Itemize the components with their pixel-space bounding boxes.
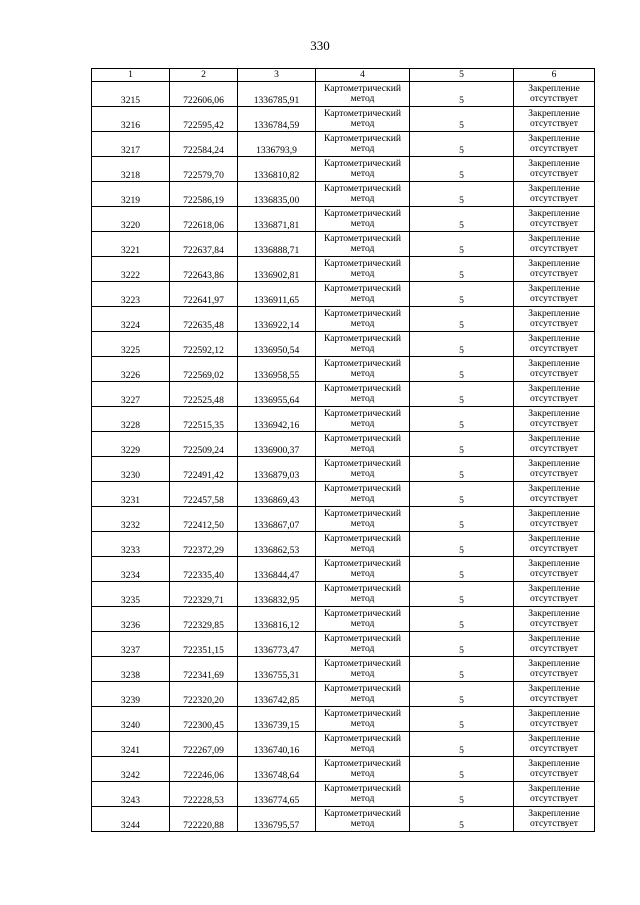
x-coordinate-cell: 722635,48 [170,307,238,332]
marking-cell: Закрепление отсутствует [514,382,595,407]
x-coordinate-cell: 722335,40 [170,557,238,582]
method-cell: Картометрический метод [316,782,410,807]
y-coordinate-cell: 1336774,65 [238,782,316,807]
table-row [92,707,595,732]
marking-cell: Закрепление отсутствует [514,632,595,657]
table-row [92,207,595,232]
y-coordinate-cell: 1336888,71 [238,232,316,257]
marking-cell: Закрепление отсутствует [514,432,595,457]
point-number-cell: 3219 [92,182,170,207]
marking-cell: Закрепление отсутствует [514,182,595,207]
marking-cell: Закрепление отсутствует [514,132,595,157]
accuracy-cell: 5 [410,282,514,307]
table-row [92,632,595,657]
header-cell: 5 [410,69,514,82]
accuracy-cell: 5 [410,207,514,232]
y-coordinate-cell: 1336958,55 [238,357,316,382]
method-cell: Картометрический метод [316,632,410,657]
y-coordinate-cell: 1336911,65 [238,282,316,307]
point-number-cell: 3228 [92,407,170,432]
point-number-cell: 3233 [92,532,170,557]
table-row [92,182,595,207]
point-number-cell: 3223 [92,282,170,307]
point-number-cell: 3230 [92,457,170,482]
point-number-cell: 3224 [92,307,170,332]
y-coordinate-cell: 1336942,16 [238,407,316,432]
table-row [92,282,595,307]
header-cell: 1 [92,69,170,82]
y-coordinate-cell: 1336844,47 [238,557,316,582]
table-row [92,332,595,357]
accuracy-cell: 5 [410,357,514,382]
accuracy-cell: 5 [410,182,514,207]
x-coordinate-cell: 722569,02 [170,357,238,382]
marking-cell: Закрепление отсутствует [514,282,595,307]
x-coordinate-cell: 722228,53 [170,782,238,807]
point-number-cell: 3216 [92,107,170,132]
marking-cell: Закрепление отсутствует [514,157,595,182]
point-number-cell: 3241 [92,732,170,757]
point-number-cell: 3222 [92,257,170,282]
marking-cell: Закрепление отсутствует [514,732,595,757]
method-cell: Картометрический метод [316,107,410,132]
accuracy-cell: 5 [410,407,514,432]
header-cell: 3 [238,69,316,82]
x-coordinate-cell: 722341,69 [170,657,238,682]
table-row [92,132,595,157]
y-coordinate-cell: 1336793,9 [238,132,316,157]
header-cell: 6 [514,69,595,82]
y-coordinate-cell: 1336773,47 [238,632,316,657]
accuracy-cell: 5 [410,707,514,732]
x-coordinate-cell: 722595,42 [170,107,238,132]
point-number-cell: 3215 [92,82,170,107]
table-row [92,732,595,757]
point-number-cell: 3235 [92,582,170,607]
accuracy-cell: 5 [410,382,514,407]
table-row [92,507,595,532]
method-cell: Картометрический метод [316,507,410,532]
marking-cell: Закрепление отсутствует [514,807,595,832]
y-coordinate-cell: 1336867,07 [238,507,316,532]
x-coordinate-cell: 722618,06 [170,207,238,232]
x-coordinate-cell: 722584,24 [170,132,238,157]
table-body [92,82,595,832]
point-number-cell: 3218 [92,157,170,182]
method-cell: Картометрический метод [316,807,410,832]
point-number-cell: 3243 [92,782,170,807]
x-coordinate-cell: 722329,71 [170,582,238,607]
x-coordinate-cell: 722372,29 [170,532,238,557]
accuracy-cell: 5 [410,257,514,282]
marking-cell: Закрепление отсутствует [514,407,595,432]
marking-cell: Закрепление отсутствует [514,107,595,132]
method-cell: Картометрический метод [316,732,410,757]
x-coordinate-cell: 722641,97 [170,282,238,307]
y-coordinate-cell: 1336739,15 [238,707,316,732]
table-row [92,232,595,257]
accuracy-cell: 5 [410,782,514,807]
point-number-cell: 3229 [92,432,170,457]
method-cell: Картометрический метод [316,657,410,682]
y-coordinate-cell: 1336900,37 [238,432,316,457]
y-coordinate-cell: 1336740,16 [238,732,316,757]
y-coordinate-cell: 1336835,00 [238,182,316,207]
method-cell: Картометрический метод [316,407,410,432]
method-cell: Картометрический метод [316,132,410,157]
accuracy-cell: 5 [410,432,514,457]
method-cell: Картометрический метод [316,207,410,232]
table-row [92,532,595,557]
point-number-cell: 3244 [92,807,170,832]
x-coordinate-cell: 722515,35 [170,407,238,432]
y-coordinate-cell: 1336748,64 [238,757,316,782]
accuracy-cell: 5 [410,682,514,707]
table-row [92,657,595,682]
marking-cell: Закрепление отсутствует [514,682,595,707]
x-coordinate-cell: 722525,48 [170,382,238,407]
y-coordinate-cell: 1336869,43 [238,482,316,507]
accuracy-cell: 5 [410,482,514,507]
method-cell: Картометрический метод [316,257,410,282]
accuracy-cell: 5 [410,82,514,107]
marking-cell: Закрепление отсутствует [514,257,595,282]
y-coordinate-cell: 1336742,85 [238,682,316,707]
method-cell: Картометрический метод [316,757,410,782]
method-cell: Картометрический метод [316,432,410,457]
accuracy-cell: 5 [410,582,514,607]
accuracy-cell: 5 [410,557,514,582]
marking-cell: Закрепление отсутствует [514,507,595,532]
method-cell: Картометрический метод [316,457,410,482]
marking-cell: Закрепление отсутствует [514,657,595,682]
header-cell: 4 [316,69,410,82]
y-coordinate-cell: 1336810,82 [238,157,316,182]
point-number-cell: 3242 [92,757,170,782]
x-coordinate-cell: 722457,58 [170,482,238,507]
page-number: 330 [310,38,330,53]
x-coordinate-cell: 722220,88 [170,807,238,832]
accuracy-cell: 5 [410,307,514,332]
method-cell: Картометрический метод [316,482,410,507]
accuracy-cell: 5 [410,757,514,782]
method-cell: Картометрический метод [316,682,410,707]
method-cell: Картометрический метод [316,582,410,607]
accuracy-cell: 5 [410,607,514,632]
point-number-cell: 3237 [92,632,170,657]
y-coordinate-cell: 1336871,81 [238,207,316,232]
table-row [92,382,595,407]
method-cell: Картометрический метод [316,82,410,107]
accuracy-cell: 5 [410,532,514,557]
method-cell: Картометрический метод [316,382,410,407]
marking-cell: Закрепление отсутствует [514,582,595,607]
table-row [92,407,595,432]
x-coordinate-cell: 722351,15 [170,632,238,657]
method-cell: Картометрический метод [316,282,410,307]
point-number-cell: 3226 [92,357,170,382]
marking-cell: Закрепление отсутствует [514,782,595,807]
x-coordinate-cell: 722643,86 [170,257,238,282]
y-coordinate-cell: 1336816,12 [238,607,316,632]
y-coordinate-cell: 1336862,53 [238,532,316,557]
x-coordinate-cell: 722412,50 [170,507,238,532]
y-coordinate-cell: 1336955,64 [238,382,316,407]
header-cell: 2 [170,69,238,82]
x-coordinate-cell: 722579,70 [170,157,238,182]
point-number-cell: 3227 [92,382,170,407]
accuracy-cell: 5 [410,732,514,757]
accuracy-cell: 5 [410,107,514,132]
table-row [92,757,595,782]
accuracy-cell: 5 [410,457,514,482]
marking-cell: Закрепление отсутствует [514,82,595,107]
x-coordinate-cell: 722246,06 [170,757,238,782]
point-number-cell: 3220 [92,207,170,232]
table-row [92,357,595,382]
y-coordinate-cell: 1336784,59 [238,107,316,132]
table-row [92,782,595,807]
table-row [92,557,595,582]
point-number-cell: 3225 [92,332,170,357]
x-coordinate-cell: 722606,06 [170,82,238,107]
point-number-cell: 3234 [92,557,170,582]
method-cell: Картометрический метод [316,357,410,382]
marking-cell: Закрепление отсутствует [514,357,595,382]
accuracy-cell: 5 [410,332,514,357]
table-row [92,682,595,707]
x-coordinate-cell: 722320,20 [170,682,238,707]
table-row [92,432,595,457]
marking-cell: Закрепление отсутствует [514,332,595,357]
point-number-cell: 3239 [92,682,170,707]
marking-cell: Закрепление отсутствует [514,757,595,782]
x-coordinate-cell: 722637,84 [170,232,238,257]
x-coordinate-cell: 722267,09 [170,732,238,757]
accuracy-cell: 5 [410,232,514,257]
method-cell: Картометрический метод [316,332,410,357]
method-cell: Картометрический метод [316,557,410,582]
y-coordinate-cell: 1336795,57 [238,807,316,832]
x-coordinate-cell: 722329,85 [170,607,238,632]
table-row [92,107,595,132]
point-number-cell: 3238 [92,657,170,682]
table-row [92,307,595,332]
marking-cell: Закрепление отсутствует [514,607,595,632]
accuracy-cell: 5 [410,132,514,157]
x-coordinate-cell: 722300,45 [170,707,238,732]
marking-cell: Закрепление отсутствует [514,482,595,507]
table-row [92,582,595,607]
accuracy-cell: 5 [410,657,514,682]
marking-cell: Закрепление отсутствует [514,207,595,232]
point-number-cell: 3236 [92,607,170,632]
method-cell: Картометрический метод [316,532,410,557]
method-cell: Картометрический метод [316,182,410,207]
method-cell: Картометрический метод [316,307,410,332]
point-number-cell: 3240 [92,707,170,732]
table-row [92,807,595,832]
method-cell: Картометрический метод [316,232,410,257]
table-row [92,607,595,632]
marking-cell: Закрепление отсутствует [514,532,595,557]
x-coordinate-cell: 722586,19 [170,182,238,207]
method-cell: Картометрический метод [316,707,410,732]
table-row [92,157,595,182]
y-coordinate-cell: 1336879,03 [238,457,316,482]
marking-cell: Закрепление отсутствует [514,557,595,582]
x-coordinate-cell: 722491,42 [170,457,238,482]
marking-cell: Закрепление отсутствует [514,707,595,732]
y-coordinate-cell: 1336755,31 [238,657,316,682]
table-row [92,457,595,482]
point-number-cell: 3232 [92,507,170,532]
table-row [92,257,595,282]
y-coordinate-cell: 1336785,91 [238,82,316,107]
point-number-cell: 3221 [92,232,170,257]
point-number-cell: 3217 [92,132,170,157]
table-row [92,482,595,507]
table-row [92,82,595,107]
y-coordinate-cell: 1336922,14 [238,307,316,332]
y-coordinate-cell: 1336832,95 [238,582,316,607]
marking-cell: Закрепление отсутствует [514,307,595,332]
x-coordinate-cell: 722592,12 [170,332,238,357]
accuracy-cell: 5 [410,507,514,532]
accuracy-cell: 5 [410,632,514,657]
y-coordinate-cell: 1336950,54 [238,332,316,357]
coordinates-table [91,68,595,832]
table-header-row [92,69,595,82]
marking-cell: Закрепление отсутствует [514,232,595,257]
method-cell: Картометрический метод [316,607,410,632]
x-coordinate-cell: 722509,24 [170,432,238,457]
y-coordinate-cell: 1336902,81 [238,257,316,282]
marking-cell: Закрепление отсутствует [514,457,595,482]
accuracy-cell: 5 [410,807,514,832]
accuracy-cell: 5 [410,157,514,182]
method-cell: Картометрический метод [316,157,410,182]
point-number-cell: 3231 [92,482,170,507]
